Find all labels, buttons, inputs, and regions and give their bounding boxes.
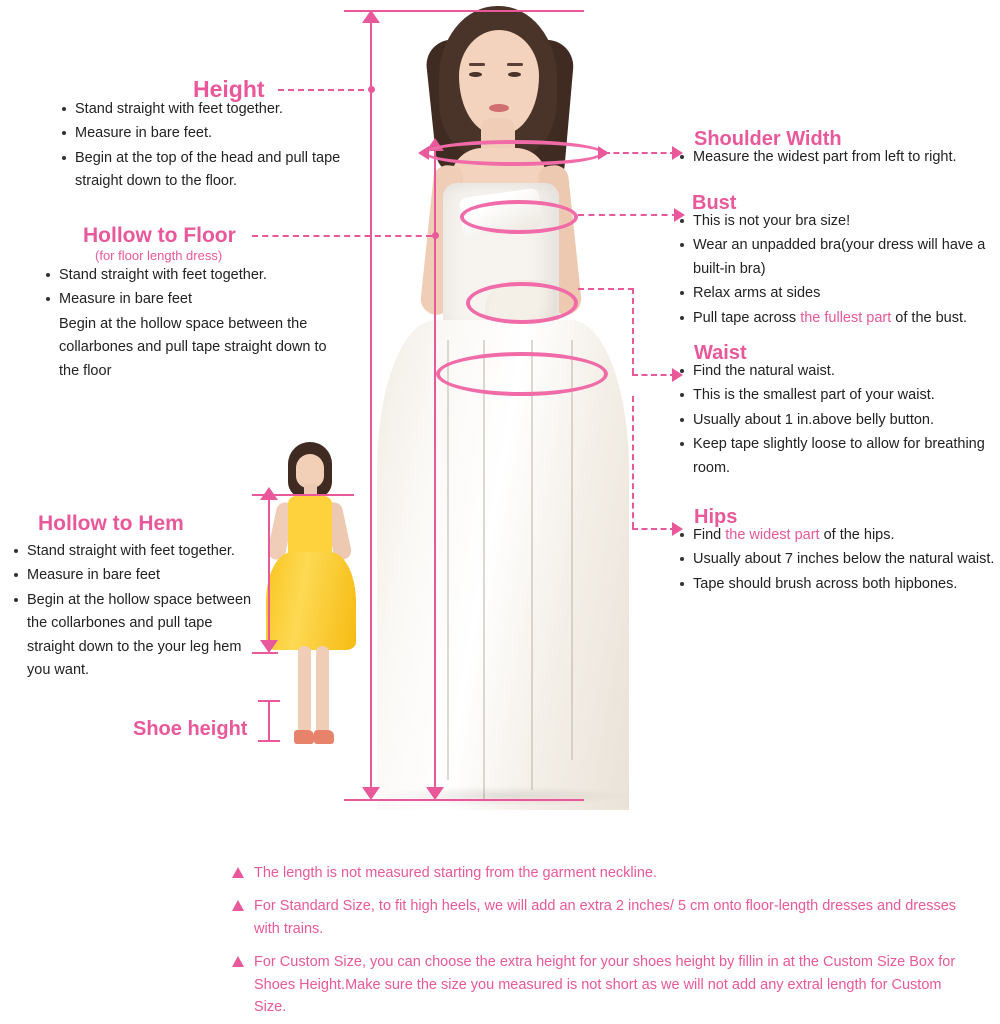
list-item: Measure in bare feet	[44, 288, 344, 311]
list-item: Measure the widest part from left to right.	[678, 146, 998, 169]
hollow-to-floor-bullets	[44, 264, 344, 384]
height-bullets	[60, 98, 360, 195]
footer-note	[232, 951, 972, 1018]
list-item: Keep tape slightly loose to allow for breathing room.	[678, 433, 998, 480]
model-figure-long-dress	[355, 0, 645, 810]
waist-title: Waist	[694, 342, 747, 364]
small-model-leg-right	[316, 646, 329, 734]
height-bottom-cap	[344, 799, 584, 801]
hollow-to-hem-bottom-cap	[252, 652, 278, 654]
list-item: Stand straight with feet together.	[44, 264, 344, 287]
bust-band	[460, 200, 578, 234]
list-item: Measure in bare feet	[12, 564, 252, 587]
hollow-to-floor-arrow-bottom	[426, 787, 444, 800]
small-model-shoe-left	[294, 730, 314, 744]
footer-note	[232, 862, 972, 884]
list-item: Begin at the hollow space between the collarbones and pull tape straight down to the your leg hem you want.	[12, 589, 252, 683]
list-item-bust-fullest	[678, 307, 998, 330]
list-item: Find the natural waist.	[678, 360, 998, 383]
list-item: Stand straight with feet together.	[60, 98, 360, 121]
list-item: Tape should brush across both hipbones.	[678, 573, 998, 596]
hips-leader-line-v	[632, 396, 634, 528]
small-model-face	[296, 454, 324, 488]
list-item: Begin at the top of the head and pull tape straight down to the floor.	[60, 147, 360, 194]
footer-note-text: The length is not measured starting from the garment neckline.	[254, 865, 657, 881]
waist-band	[466, 282, 578, 324]
footer-note	[232, 895, 972, 940]
model-floor-shadow	[377, 786, 629, 806]
footer-note-text: For Standard Size, to fit high heels, we will add an extra 2 inches/ 5 cm onto floor-length dresses and dresses with trains.	[254, 898, 957, 937]
model-brow-left	[469, 63, 485, 66]
bust-fullest-emphasis: the fullest part	[800, 309, 892, 326]
shoe-height-title: Shoe height	[133, 718, 248, 740]
hollow-to-floor-line	[434, 150, 436, 798]
list-item: This is not your bra size!	[678, 210, 998, 233]
shoe-height-line	[268, 700, 270, 742]
skirt-fold	[571, 340, 573, 760]
height-anchor-dot	[368, 86, 375, 93]
shoulder-width-title: Shoulder Width	[694, 128, 842, 150]
warning-triangle-icon	[232, 867, 244, 878]
hips-bullets	[678, 524, 998, 597]
hips-leader-line-h	[632, 528, 676, 530]
hips-title: Hips	[694, 506, 738, 528]
height-line	[370, 22, 372, 798]
hollow-to-floor-title: Hollow to Floor	[83, 224, 236, 247]
list-item-hips-widest	[678, 524, 998, 547]
waist-leader-line-h	[578, 288, 634, 290]
waist-leader-line-h2	[632, 374, 676, 376]
shoulder-width-bullets	[678, 146, 998, 170]
list-item: Stand straight with feet together.	[12, 540, 252, 563]
footer-notes	[232, 862, 972, 1024]
list-item: Usually about 7 inches below the natural waist.	[678, 548, 998, 571]
small-model-bodice	[288, 496, 332, 560]
hollow-to-floor-leader-line	[252, 235, 432, 237]
footer-note-text: For Custom Size, you can choose the extra height for your shoes height by fillin in at the Custom Size Box for Shoes Height.Make sure the size you measured is not short as we will not add any extral length for Custom Size.	[254, 954, 956, 1016]
bust-fullest-post: of the bust.	[891, 309, 968, 326]
skirt-fold	[483, 340, 485, 800]
height-arrow-top	[362, 10, 380, 23]
shoulder-width-leader-line	[604, 152, 676, 154]
waist-leader-line-v	[632, 288, 634, 374]
hollow-to-hem-top-cap	[252, 494, 354, 496]
skirt-fold	[531, 340, 533, 790]
height-title: Height	[193, 76, 265, 102]
model-brow-right	[507, 63, 523, 66]
shoulder-width-arrow-left	[418, 146, 429, 160]
shoe-height-bottom-cap	[258, 740, 280, 742]
bust-fullest-pre: Pull tape across	[693, 309, 801, 326]
warning-triangle-icon	[232, 956, 244, 967]
small-model-skirt	[266, 552, 356, 650]
bust-bullets	[678, 210, 998, 331]
waist-bullets	[678, 360, 998, 481]
shoulder-width-band	[424, 140, 604, 166]
bust-title: Bust	[692, 192, 737, 214]
hollow-to-floor-subtitle: (for floor length dress)	[95, 248, 223, 263]
list-item: This is the smallest part of your waist.	[678, 384, 998, 407]
height-leader-line	[278, 89, 364, 91]
list-item: Measure in bare feet.	[60, 122, 360, 145]
small-model-leg-left	[298, 646, 311, 734]
hollow-to-hem-title: Hollow to Hem	[38, 512, 184, 535]
hips-widest-pre: Find	[693, 527, 726, 543]
shoe-height-top-cap	[258, 700, 280, 702]
hollow-to-hem-bullets	[12, 540, 252, 684]
height-top-cap	[344, 10, 584, 12]
list-item: Wear an unpadded bra(your dress will have a built-in bra)	[678, 234, 998, 281]
hips-band	[436, 352, 608, 396]
hollow-to-floor-anchor-dot	[432, 232, 439, 239]
hips-widest-post: of the hips.	[819, 527, 895, 543]
list-item: Relax arms at sides	[678, 282, 998, 305]
warning-triangle-icon	[232, 900, 244, 911]
hips-widest-emphasis: the widest part	[725, 527, 820, 543]
small-model-shoe-right	[314, 730, 334, 744]
hollow-to-hem-line	[268, 498, 270, 650]
list-item: Usually about 1 in.above belly button.	[678, 409, 998, 432]
model-eye-right	[508, 72, 521, 77]
list-item: Begin at the hollow space between the collarbones and pull tape straight down to the floor	[59, 315, 327, 379]
skirt-fold	[447, 340, 449, 780]
model-lips	[489, 104, 509, 112]
bust-leader-line	[578, 214, 678, 216]
model-eye-left	[469, 72, 482, 77]
